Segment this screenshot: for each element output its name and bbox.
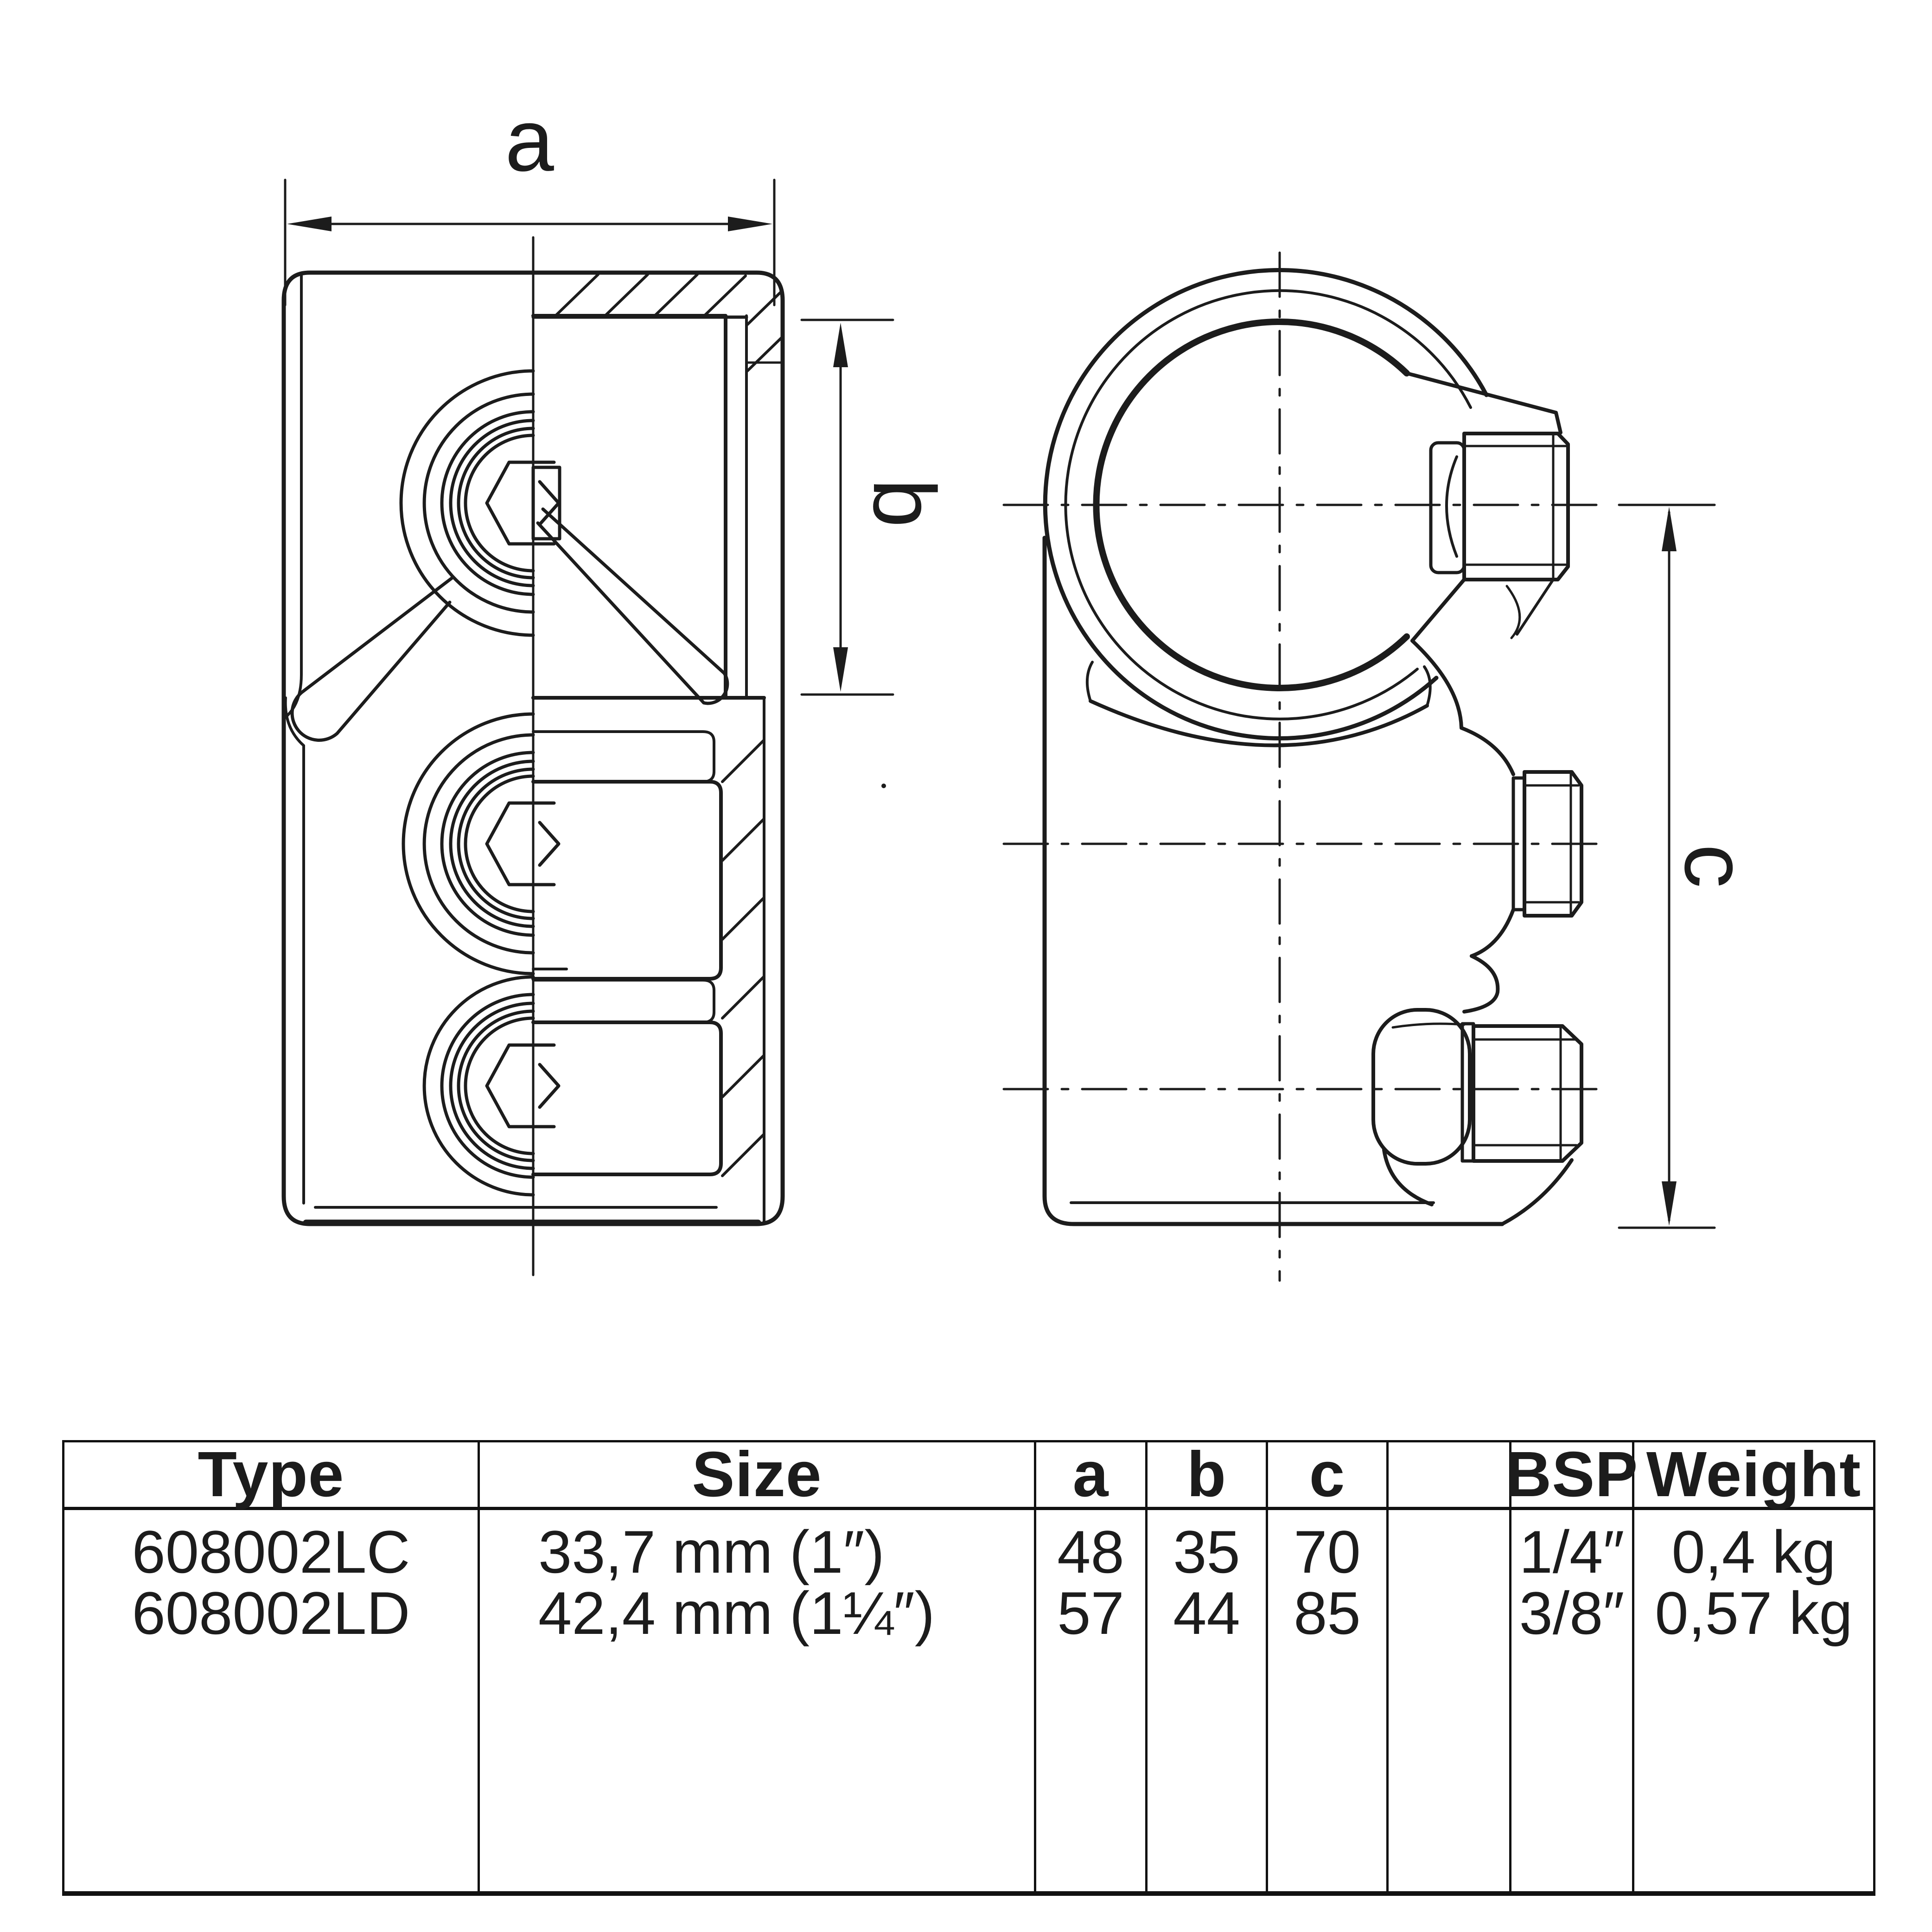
cell-type-2: 608002LD: [132, 1579, 410, 1647]
dim-label-c: c: [1666, 844, 1765, 888]
col-header-size: Size: [480, 1442, 1036, 1510]
front-screw-top: [401, 371, 560, 635]
cell-size-1: 33,7 mm (1″): [538, 1518, 885, 1586]
dimension-b: [802, 320, 953, 695]
front-sleeve: [533, 316, 764, 698]
front-right-wall-hatch: [722, 698, 764, 1222]
cell-weight-2: 0,57 kg: [1655, 1579, 1853, 1647]
col-header-bsp: BSP: [1505, 1439, 1639, 1510]
cell-b-2: 44: [1173, 1579, 1240, 1647]
col-header-c: c: [1268, 1442, 1389, 1510]
col-header-weight: Weight: [1634, 1442, 1873, 1510]
col-b: [1148, 1510, 1268, 1891]
stray-dot: [881, 784, 886, 788]
cell-weight-1: 0,4 kg: [1671, 1518, 1836, 1586]
side-centerlines: [1004, 253, 1604, 1281]
col-size: [480, 1510, 1036, 1891]
side-bolt-middle: [1464, 772, 1581, 1012]
front-screw-bottom: [424, 977, 721, 1195]
col-a: [1036, 1510, 1148, 1891]
col-header-type: Type: [64, 1442, 480, 1510]
col-type: [64, 1510, 480, 1891]
cell-bsp-2: 3/8″: [1519, 1579, 1625, 1647]
dim-label-b: b: [855, 478, 953, 528]
side-view: [1004, 253, 1765, 1281]
front-screw-middle: [403, 714, 721, 979]
cell-bsp-1: 1/4″: [1519, 1518, 1625, 1586]
cell-b-1: 35: [1173, 1518, 1240, 1586]
col-header-spare: [1389, 1442, 1511, 1510]
dimension-c: [1619, 505, 1765, 1228]
cell-spare-2: [1389, 1582, 1509, 1644]
front-view: [284, 91, 953, 1275]
cell-a-2: 57: [1057, 1579, 1124, 1647]
col-header-b: b: [1148, 1442, 1268, 1510]
col-spare: [1389, 1510, 1511, 1891]
cell-c-2: 85: [1294, 1579, 1361, 1647]
cell-type-1: 608002LC: [132, 1518, 410, 1586]
dim-label-a: a: [505, 91, 554, 190]
col-bsp: [1511, 1510, 1634, 1891]
front-left-inner-edge-top: [287, 274, 301, 716]
front-left-inner-edge-bottom: [286, 698, 304, 1203]
col-c: [1268, 1510, 1389, 1891]
side-bolt-bottom: [1373, 1010, 1581, 1224]
cell-c-1: 70: [1294, 1518, 1361, 1586]
spec-table: [62, 1440, 1875, 1896]
col-weight: [1634, 1510, 1873, 1891]
cell-spare-1: [1389, 1521, 1509, 1582]
side-bolt-top: [1407, 373, 1568, 641]
front-screw-top-socket: [533, 467, 560, 539]
col-header-a: a: [1036, 1442, 1148, 1510]
cell-size-2: 42,4 mm (1¼″): [538, 1579, 935, 1647]
cell-a-1: 48: [1057, 1518, 1124, 1586]
